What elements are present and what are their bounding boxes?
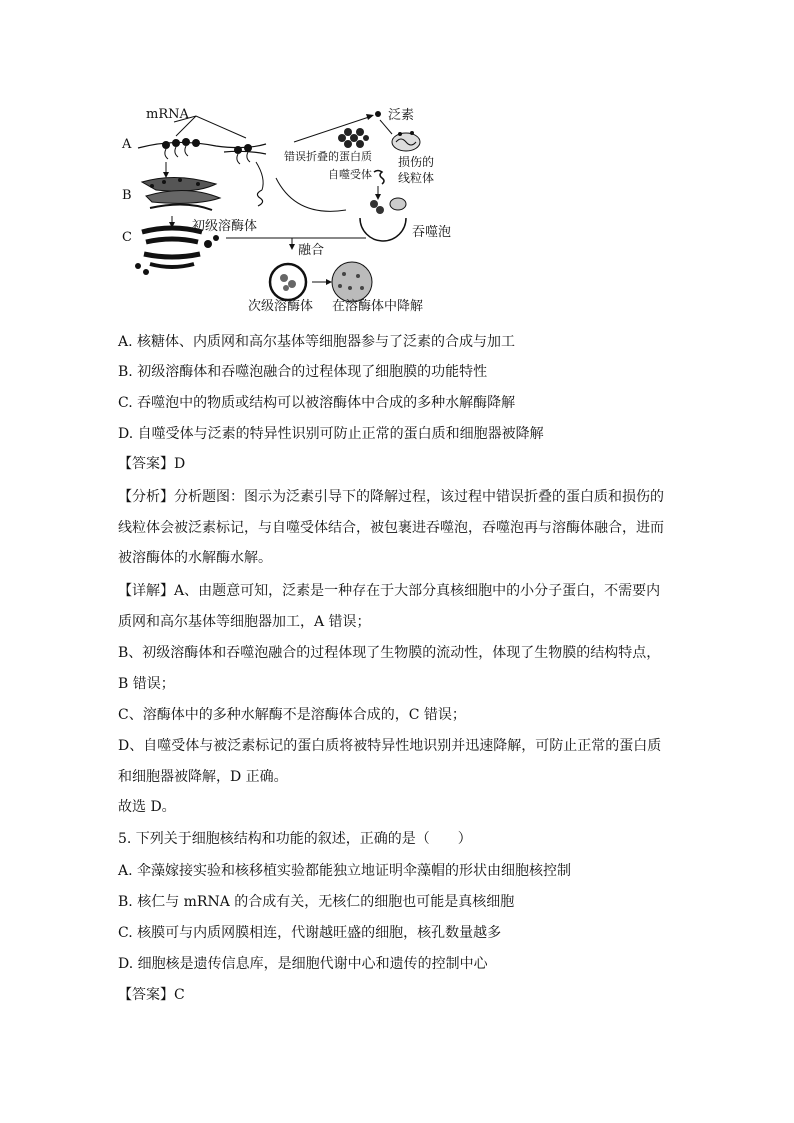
q4-detail-line-4: B 错误； [118,676,175,692]
q4-detail-line-3: B、初级溶酶体和吞噬泡融合的过程体现了生物膜的流动性，体现了生物膜的结构特点， [118,645,661,661]
q4-analysis-line-1: 【分析】分析题图：图示为泛素引导下的降解过程，该过程中错误折叠的蛋白质和损伤的 [118,489,664,505]
q4-conclusion: 故选 D。 [118,799,176,815]
q4-detail-line-7: 和细胞器被降解，D 正确。 [118,769,288,785]
label-primary-lysosome: 初级溶酶体 [192,219,258,234]
label-autophagy-receptor: 自噬受体 [328,168,372,181]
label-mrna: mRNA [146,107,189,122]
label-row-c: C [122,230,132,245]
endoplasmic-reticulum [142,177,220,210]
q4-analysis-line-2: 线粒体会被泛素标记，与自噬受体结合，被包裹进吞噬泡，吞噬泡再与溶酶体融合，进而 [118,520,664,536]
label-degraded: 在溶酶体中降解 [332,299,424,314]
q4-answer: 【答案】D [118,456,186,472]
phagosome [360,198,406,241]
damaged-mitochondria [392,131,420,151]
q5-stem: 5. 下列关于细胞核结构和功能的叙述，正确的是（ ） [118,831,472,847]
ribosomes-row-a [162,138,252,164]
label-row-a: A [122,137,132,152]
q4-detail-line-2: 质网和高尔基体等细胞器加工，A 错误； [118,614,371,630]
golgi-apparatus [135,228,219,275]
q5-option-c: C. 核膜可与内质网膜相连，代谢越旺盛的细胞，核孔数量越多 [118,925,502,941]
q4-option-b: B. 初级溶酶体和吞噬泡融合的过程体现了细胞膜的功能特性 [118,364,488,380]
label-ubiquitin: 泛素 [388,108,415,123]
ubiquitin-dot [375,111,381,117]
q4-detail-line-1: 【详解】A、由题意可知，泛素是一种存在于大部分真核细胞中的小分子蛋白，不需要内 [118,583,661,599]
label-misfolded: 错误折叠的蛋白质 [284,150,372,163]
q5-answer: 【答案】C [118,987,185,1003]
label-phagosome: 吞噬泡 [412,225,452,240]
q5-option-b: B. 核仁与 mRNA 的合成有关，无核仁的细胞也可能是真核细胞 [118,894,515,910]
label-row-b: B [122,188,132,203]
misfolded-protein-cluster [338,128,369,148]
label-secondary-lysosome: 次级溶酶体 [248,299,314,314]
degrading-lysosome [332,262,372,302]
q5-option-a: A. 伞藻嫁接实验和核移植实验都能独立地证明伞藻帽的形状由细胞核控制 [118,863,572,879]
label-damaged-mito-2: 线粒体 [398,171,435,185]
q4-detail-line-6: D、自噬受体与被泛素标记的蛋白质将被特异性地识别并迅速降解，可防止正常的蛋白质 [118,738,662,754]
label-damaged-mito-1: 损伤的 [398,155,435,169]
q4-analysis-line-3: 被溶酶体的水解酶水解。 [118,550,272,566]
q4-detail-line-5: C、溶酶体中的多种水解酶不是溶酶体合成的，C 错误； [118,707,466,723]
label-fusion: 融合 [298,243,325,258]
q4-option-a: A. 核糖体、内质网和高尔基体等细胞器参与了泛素的合成与加工 [118,334,516,350]
q5-option-d: D. 细胞核是遗传信息库，是细胞代谢中心和遗传的控制中心 [118,956,488,972]
secondary-lysosome [270,264,306,300]
mrna-strand-b [224,151,266,154]
figure-svg [116,98,476,316]
q4-option-d: D. 自噬受体与泛素的特异性识别可防止正常的蛋白质和细胞器被降解 [118,426,544,442]
q4-option-c: C. 吞噬泡中的物质或结构可以被溶酶体中合成的多种水解酶降解 [118,395,516,411]
ubiquitin-degradation-figure [116,98,476,316]
